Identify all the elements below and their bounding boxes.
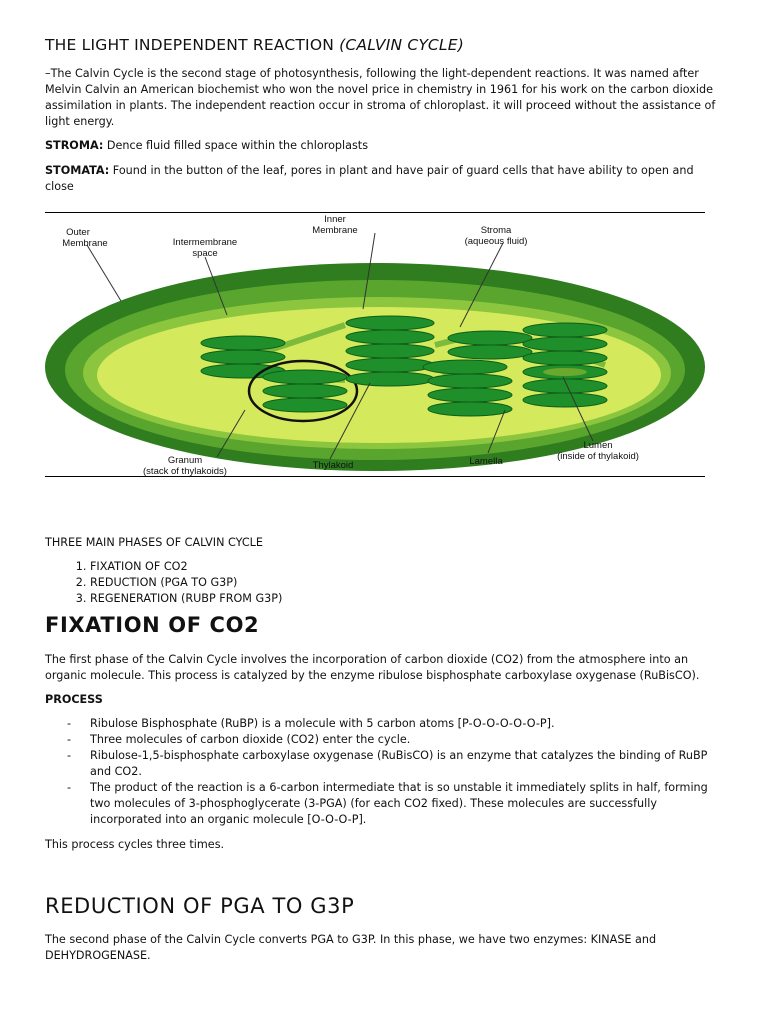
stomata-text: Found in the button of the leaf, pores in plant and have pair of guard cells that have ability to open and close	[45, 164, 694, 193]
label-inner-membrane-1: Inner	[324, 214, 346, 225]
process-step-text: Ribulose-1,5-bisphosphate carboxylase oxygenase (RuBisCO) is an enzyme that catalyzes the binding of RuBP and CO2.	[90, 749, 708, 778]
process-label-text: PROCESS	[45, 693, 103, 706]
phases-list	[45, 559, 282, 607]
process-steps	[45, 716, 725, 828]
fixation-paragraph: The first phase of the Calvin Cycle involves the incorporation of carbon dioxide (CO2) from the atmosphere into an organic molecule. This process is catalyzed by the enzyme ribulose bisphosphate carboxylase oxygenase (RuBisCO).	[45, 653, 700, 682]
granum-center	[346, 316, 434, 386]
label-thylakoid: Thylakoid	[312, 460, 354, 471]
label-lamella: Lamella	[469, 456, 503, 467]
stroma-text: Dence fluid filled space within the chloroplasts	[103, 139, 369, 152]
phases-heading: THREE MAIN PHASES OF CALVIN CYCLE	[45, 536, 263, 549]
granum-left	[201, 336, 285, 378]
process-step	[45, 780, 725, 828]
dash-bullet: -	[67, 749, 72, 762]
process-step	[45, 716, 725, 732]
process-step-text: Ribulose Bisphosphate (RuBP) is a molecule with 5 carbon atoms [P-O-O-O-O-O-P].	[90, 717, 555, 730]
process-step-text: Three molecules of carbon dioxide (CO2) enter the cycle.	[90, 733, 411, 746]
dash-bullet: -	[67, 717, 72, 730]
label-lumen-2: (inside of thylakoid)	[557, 451, 639, 462]
label-outer-membrane-1: Outer	[66, 227, 90, 238]
label-intermembrane-1: Intermembrane	[172, 237, 238, 248]
dash-bullet: -	[67, 781, 72, 794]
phase-item: 1. FIXATION OF CO2	[90, 559, 282, 575]
divider-bottom	[45, 476, 705, 477]
label-stroma-2: (aqueous fluid)	[464, 236, 528, 247]
stroma-definition	[45, 138, 725, 154]
label-stroma-1: Stroma	[480, 225, 512, 236]
title-italic: (CALVIN CYCLE)	[339, 36, 464, 54]
label-outer-membrane-2: Membrane	[62, 238, 108, 249]
label-granum-2: (stack of thylakoids)	[143, 466, 227, 477]
process-step	[45, 748, 725, 780]
intro-paragraph: –The Calvin Cycle is the second stage of photosynthesis, following the light-dependent reactions. It was named after Melvin Calvin an American biochemist who won the novel price in chemistry in 1961 for his work on the carbon dioxide assimilation in plants. The independent reaction occur in stroma of chloroplast. it will proceed without the assistance of light energy.	[45, 67, 716, 128]
label-granum-1: Granum	[167, 455, 203, 466]
stomata-term: STOMATA:	[45, 164, 110, 177]
phase-item: 2. REDUCTION (PGA TO G3P)	[90, 575, 282, 591]
reduction-paragraph: The second phase of the Calvin Cycle converts PGA to G3P. In this phase, we have two enzymes: KINASE and DEHYDROGENASE.	[45, 933, 657, 962]
chloroplast-diagram	[45, 205, 705, 482]
granum-circled	[263, 370, 347, 412]
phase-item: 3. REGENERATION (RUBP FROM G3P)	[90, 591, 282, 607]
label-inner-membrane-2: Membrane	[312, 225, 358, 236]
process-step	[45, 732, 725, 748]
fixation-heading: FIXATION OF CO2	[45, 613, 260, 637]
process-step-text: The product of the reaction is a 6-carbon intermediate that is so unstable it immediately splits in half, forming two molecules of 3-phosphoglycerate (3-PGA) (for each CO2 fixed). These molecules are successfully incorporated into an organic molecule [O-O-O-P].	[90, 781, 708, 826]
stroma-term: STROMA:	[45, 139, 104, 152]
label-lumen-1: Lumen	[583, 440, 613, 451]
stomata-definition	[45, 163, 725, 195]
dash-bullet: -	[67, 733, 72, 746]
lumen-marker	[543, 368, 587, 376]
label-intermembrane-2: space	[192, 248, 218, 259]
title-main: THE LIGHT INDEPENDENT REACTION	[45, 36, 335, 54]
page-title	[45, 36, 464, 54]
process-label	[45, 692, 725, 708]
reduction-heading: REDUCTION OF PGA TO G3P	[45, 894, 355, 918]
fixation-closing: This process cycles three times.	[45, 838, 225, 851]
